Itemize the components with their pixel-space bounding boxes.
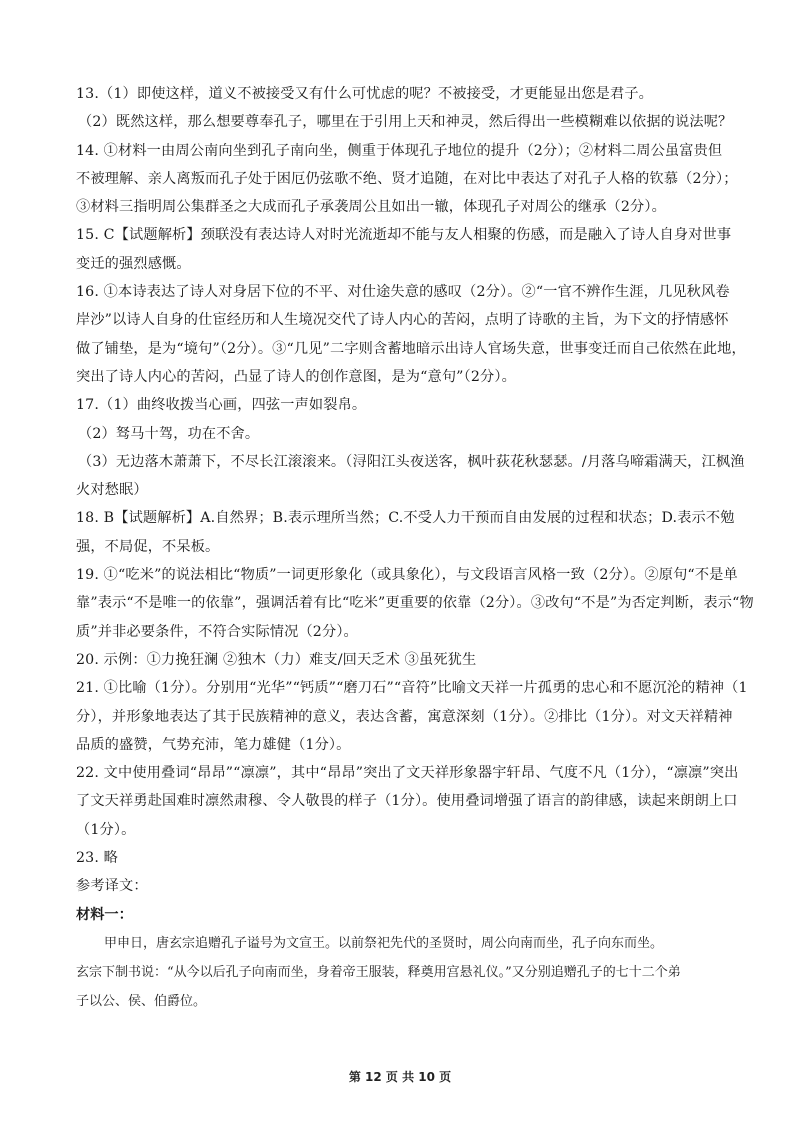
- answer-line-q19-c: 质”并非必要条件，不符合实际情况（2分）。: [76, 623, 358, 640]
- material-one-heading: 材料一：: [76, 906, 133, 923]
- answer-line-q17-3a: （3）无边落木萧萧下，不尽长江滚滚来。（浔阳江头夜送客，枫叶荻花秋瑟瑟。/月落乌啼霜满天，江枫渔: [78, 453, 745, 470]
- answer-line-q17-2: （2）驽马十驾，功在不舍。: [78, 425, 260, 442]
- answer-line-q14-b: 不被理解、亲人离叛而孔子处于困厄仍弦歌不绝、贤才追随，在对比中表达了对孔子人格的钦慕（2分）；: [76, 170, 738, 187]
- answer-line-q14-c: ③材料三指明周公集群圣之大成而孔子承袭周公且如出一辙，体现孔子对周公的继承（2分）。: [76, 199, 666, 216]
- translation-line-2: 玄宗下制书说：“从今以后孔子向南而坐，身着帝王服装，释奠用宫悬礼仪。”又分别追赠孔子的七十二个弟: [76, 964, 681, 980]
- answer-line-q17-3b: 火对愁眠）: [76, 482, 148, 499]
- page-number-footer: 第 12 页 共 10 页: [348, 1070, 452, 1084]
- translation-line-1: 甲申日，唐玄宗追赠孔子谥号为文宣王。以前祭祀先代的圣贤时，周公向南而坐，孔子向东而坐。: [104, 935, 664, 951]
- answer-line-q18-a: 18. B【试题解析】A.自然界；B.表示理所当然；C.不受人力干预而自由发展的过程和状态；D.表示不勉: [76, 510, 735, 527]
- answer-line-q21-a: 21. ①比喻（1分）。分别用“光华”“钙质”“磨刀石”“音符”比喻文天祥一片孤勇的忠心和不愿沉沦的精神（1: [76, 680, 748, 697]
- answer-line-q14-a: 14. ①材料一由周公南向坐到孔子南向坐，侧重于体现孔子地位的提升（2分）；②材料二周公虽富贵但: [76, 142, 723, 159]
- answer-line-q13-2: （2）既然这样，那么想要尊奉孔子，哪里在于引用上天和神灵，然后得出一些模糊难以依据的说法呢？: [78, 114, 733, 131]
- answer-line-q15-a: 15. C【试题解析】颈联没有表达诗人对时光流逝却不能与友人相聚的伤感，而是融入了诗人自身对世事: [76, 227, 732, 244]
- answer-line-q16-b: 岸沙”以诗人自身的仕宦经历和人生境况交代了诗人内心的苦闷，点明了诗歌的主旨，为下文的抒情感怀: [76, 312, 729, 329]
- answer-line-q19-a: 19. ①“吃米”的说法相比“物质”一词更形象化（或具象化），与文段语言风格一致（2分）。②原句“不是单: [76, 567, 738, 584]
- reference-translation-label: 参考译文：: [76, 878, 148, 895]
- answer-line-q20: 20. 示例：①力挽狂澜 ②独木（力）难支/回天乏术 ③虽死犹生: [76, 651, 477, 668]
- translation-line-3: 子以公、侯、伯爵位。: [76, 993, 207, 1009]
- answer-line-q22-c: （1分）。: [76, 821, 136, 838]
- answer-line-q22-a: 22. 文中使用叠词“昂昂”“凛凛”，其中“昂昂”突出了文天祥形象器宇轩昂、气度不凡（1分），“凛凛”突出: [76, 765, 739, 782]
- answer-line-q16-d: 突出了诗人内心的苦闷，凸显了诗人的创作意图，是为“意句”（2分）。: [76, 368, 516, 385]
- answer-page: [76, 80, 754, 1016]
- answer-line-q23: 23. 略: [76, 850, 119, 867]
- answer-line-q19-b: 靠”表示“不是唯一的依靠”，强调活着有比“吃米”更重要的依靠（2分）。③改句“不是”为否定判断，表示“物: [76, 595, 754, 612]
- answer-line-q18-b: 强，不局促，不呆板。: [76, 538, 220, 555]
- answer-line-q22-b: 了文天祥勇赴国难时凛然肃穆、令人敬畏的样子（1分）。使用叠词增强了语言的韵律感，读起来朗朗上口: [76, 793, 738, 810]
- answer-line-q15-b: 变迁的强烈感慨。: [76, 255, 191, 272]
- answer-line-q21-c: 品质的盛赞，气势充沛，笔力雄健（1分）。: [76, 736, 351, 753]
- answer-line-q21-b: 分），并形象地表达了其于民族精神的意义，表达含蓄，寓意深刻（1分）。②排比（1分）。对文天祥精神: [76, 708, 733, 725]
- answer-line-q17-1: 17.（1）曲终收拨当心画，四弦一声如裂帛。: [76, 397, 367, 414]
- answer-line-q16-c: 做了铺垫，是为“境句”（2分）。③“几见”二字则含蓄地暗示出诗人官场失意，世事变迁而自己依然在此地，: [76, 340, 746, 357]
- answer-line-q13-1: 13.（1）即使这样，道义不被接受又有什么可忧虑的呢？不被接受，才更能显出您是君子。: [76, 86, 654, 102]
- answer-line-q16-a: 16. ①本诗表达了诗人对身居下位的不平、对仕途失意的感叹（2分）。②“一官不辨作生涯，几见秋风卷: [76, 284, 730, 301]
